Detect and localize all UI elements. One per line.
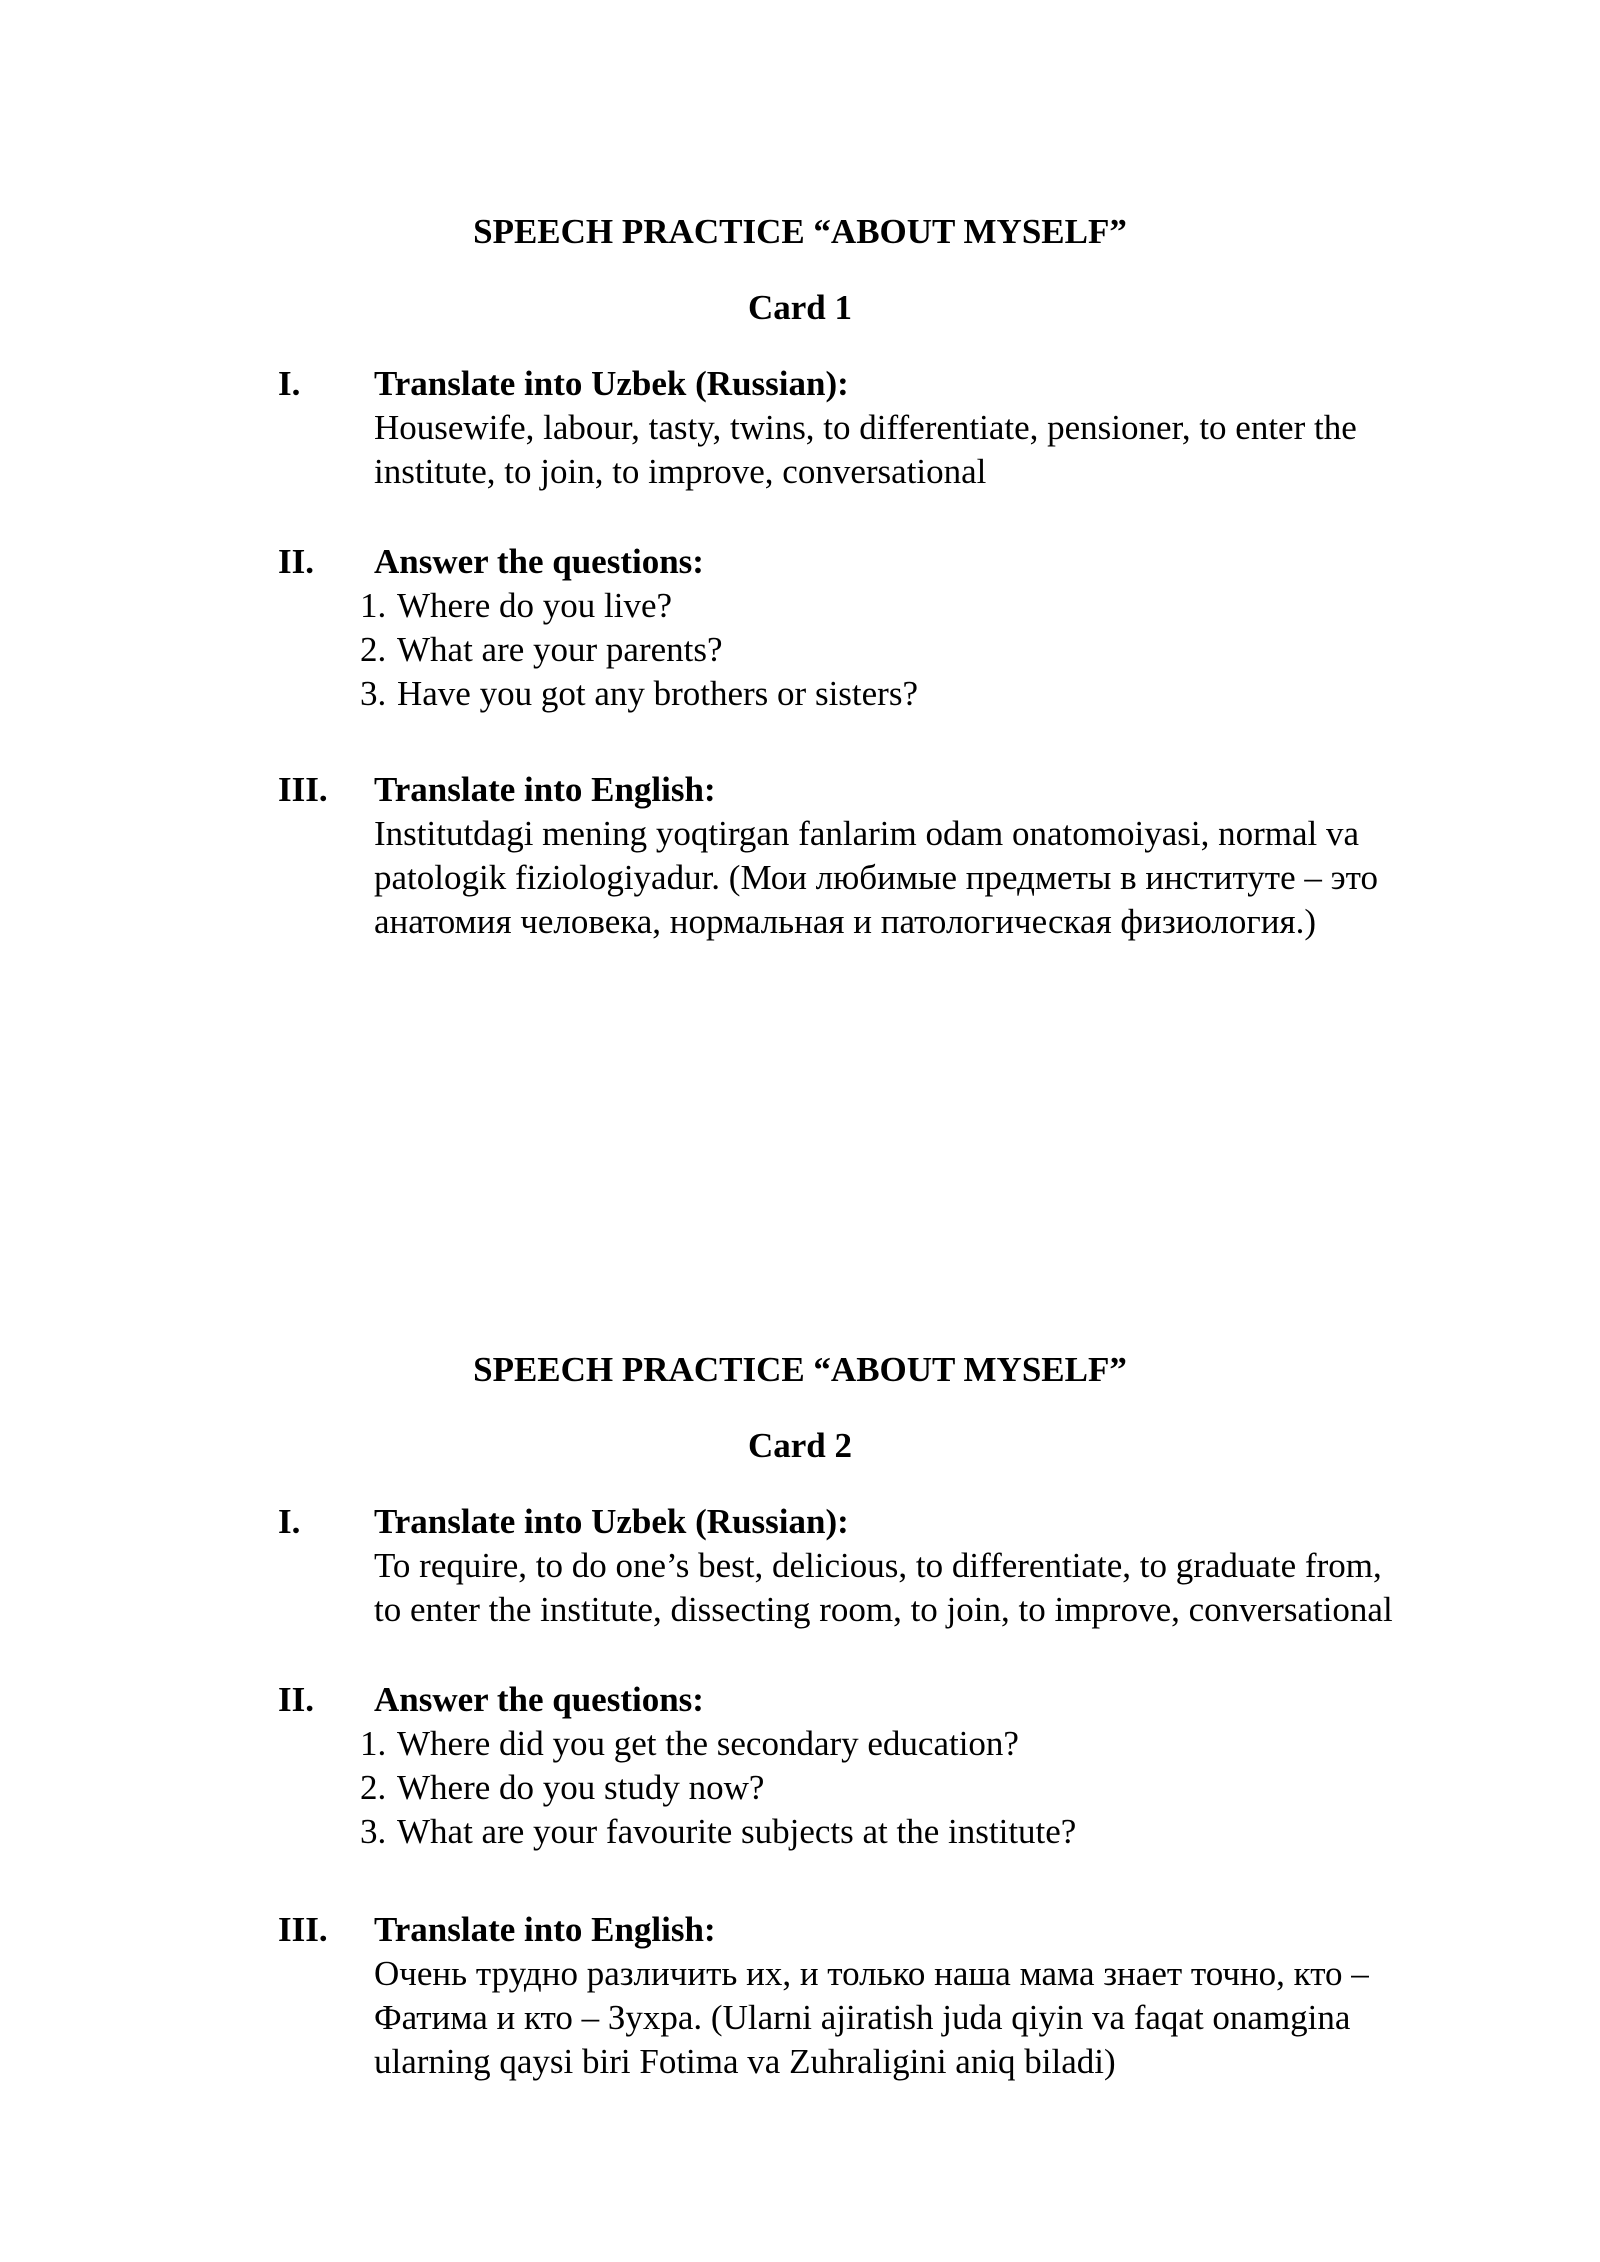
task-text-line: patologik fiziologiyadur. (Мои любимые предметы в институте – это — [374, 858, 1378, 897]
question-list — [360, 584, 1508, 716]
question-item — [360, 1810, 1508, 1854]
task-text-line: анатомия человека, нормальная и патологическая физиология.) — [374, 902, 1316, 941]
task-numeral: III. — [278, 1910, 328, 1949]
question-text: Where did you get the secondary education? — [397, 1724, 1019, 1763]
question-text: What are your parents? — [397, 630, 723, 669]
task-text-line: Очень трудно различить их, и только наша мама знает точно, кто – — [374, 1954, 1369, 1993]
card-title: SPEECH PRACTICE “ABOUT MYSELF” — [473, 212, 1127, 251]
task-heading: Translate into Uzbek (Russian): — [374, 1502, 849, 1541]
question-item — [360, 672, 1508, 716]
question-text: Where do you study now? — [397, 1768, 765, 1807]
card-number: Card 2 — [747, 1426, 853, 1465]
question-text: What are your favourite subjects at the institute? — [397, 1812, 1077, 1851]
question-list — [360, 1722, 1508, 1854]
question-number: 2. — [360, 630, 387, 669]
task-text-line: Housewife, labour, tasty, twins, to differentiate, pensioner, to enter the — [374, 408, 1357, 447]
task-text-line: ularning qaysi biri Fotima va Zuhraligini aniq biladi) — [374, 2042, 1116, 2081]
question-text: Where do you live? — [397, 586, 673, 625]
question-text: Have you got any brothers or sisters? — [397, 674, 918, 713]
task-numeral: II. — [278, 1680, 314, 1719]
task-heading: Answer the questions: — [374, 1680, 704, 1719]
task-heading: Translate into English: — [374, 1910, 716, 1949]
question-number: 3. — [360, 1812, 387, 1851]
question-number: 1. — [360, 1724, 387, 1763]
task-text-line: Фатима и кто – Зухра. (Ularni ajiratish juda qiyin va faqat onamgina — [374, 1998, 1351, 2037]
card-number: Card 1 — [747, 288, 853, 327]
task-numeral: III. — [278, 770, 328, 809]
question-number: 1. — [360, 586, 387, 625]
task-heading: Translate into English: — [374, 770, 716, 809]
question-number: 3. — [360, 674, 387, 713]
task-text-line: To require, to do one’s best, delicious, to differentiate, to graduate from, — [374, 1546, 1382, 1585]
task-numeral: I. — [278, 364, 301, 403]
task-heading: Answer the questions: — [374, 542, 704, 581]
task-text-line: Institutdagi mening yoqtirgan fanlarim odam onatomoiyasi, normal va — [374, 814, 1359, 853]
task-text-line: to enter the institute, dissecting room, to join, to improve, conversational — [374, 1590, 1393, 1629]
card-title: SPEECH PRACTICE “ABOUT MYSELF” — [473, 1350, 1127, 1389]
question-item — [360, 1722, 1508, 1766]
task-text-line: institute, to join, to improve, conversational — [374, 452, 987, 491]
task-heading: Translate into Uzbek (Russian): — [374, 364, 849, 403]
task-numeral: I. — [278, 1502, 301, 1541]
question-number: 2. — [360, 1768, 387, 1807]
task-numeral: II. — [278, 542, 314, 581]
question-item — [360, 628, 1508, 672]
question-item — [360, 584, 1508, 628]
question-item — [360, 1766, 1508, 1810]
